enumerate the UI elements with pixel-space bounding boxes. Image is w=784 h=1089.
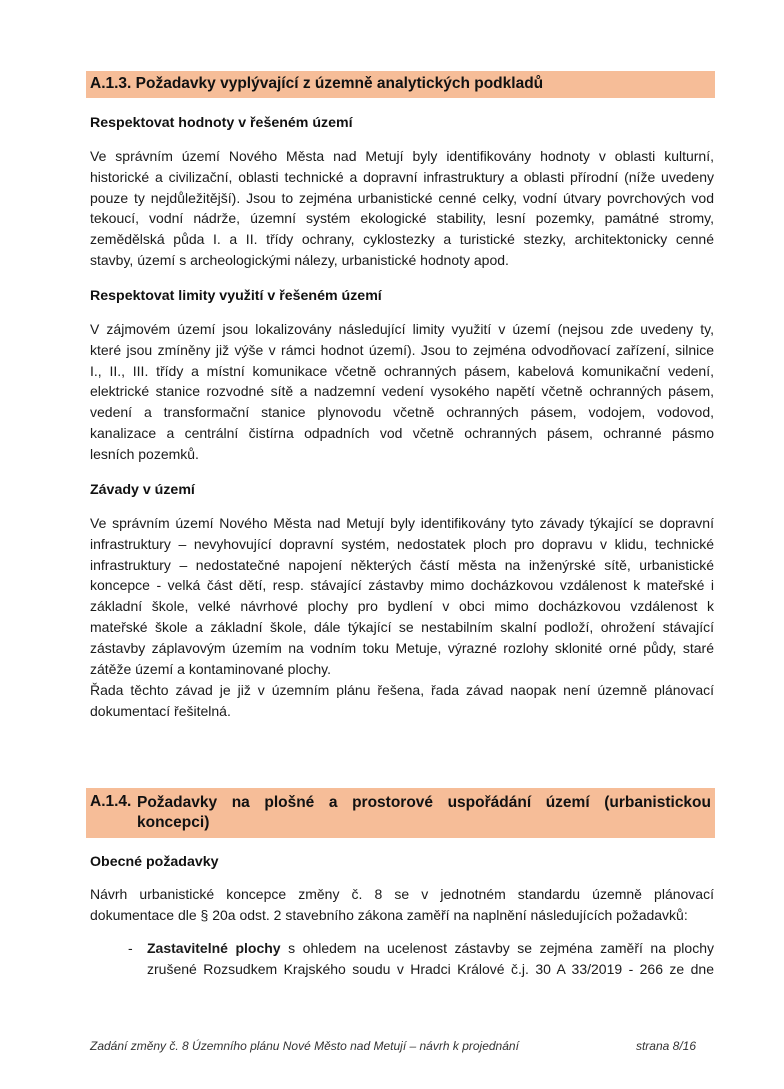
text-line: stavby, území s archeologickými nálezy, urbanistické hodnoty apod. <box>90 251 509 268</box>
text-line: pouze ty nejdůležitější). Jsou to zejména urbanistické cenné celky, vodní útvary povrchových vod <box>90 189 714 206</box>
subheading-obecne: Obecné požadavky <box>90 854 219 870</box>
text-line: dokumentace dle § 20a odst. 2 stavebního zákona zaměří na naplnění následujících požadavků: <box>90 906 688 923</box>
text-line: základní škole, velké návrhové plochy pro bydlení v obci mimo docházkovou vzdálenost k <box>90 598 714 615</box>
text-line: I., II., III. třídy a místní komunikace včetně ochranných pásem, kabelová komunikační vedení, <box>90 362 714 379</box>
text-line: zástavby záplavovým územím na vodním toku Metuje, výrazné rozlohy sklonité orné půdy, staré <box>90 639 714 656</box>
text-line: zrušené Rozsudkem Krajského soudu v Hradci Králové č.j. 30 A 33/2019 - 266 ze dne <box>147 960 714 977</box>
bullet-item <box>147 938 714 980</box>
section-heading-a14 <box>86 788 715 838</box>
text-line: zemědělská půda I. a II. třídy ochrany, cyklostezky a turistické stezky, architektonicky cenné <box>90 231 714 248</box>
text-line: tekoucí, vodní nádrže, územní systém ekologické stability, lesní pozemky, památné stromy, <box>90 210 714 227</box>
bullet-dash: - <box>128 940 133 956</box>
paragraph-hodnoty <box>90 146 714 271</box>
text-line: Ve správním území Nového Města nad Metují byly identifikovány hodnoty v oblasti kulturní, <box>90 148 714 164</box>
text-line: zátěže území a kontaminované plochy. <box>90 660 331 677</box>
subheading-zavady: Závady v území <box>90 482 195 498</box>
bullet-line-rest: s ohledem na ucelenost zástavby se zejména zaměří na plochy <box>280 940 714 956</box>
text-line: Řada těchto závad je již v územním plánu řešena, řada závad naopak není územně plánovací <box>90 682 714 698</box>
text-line: V zájmovém území jsou lokalizovány následující limity využití v území (nejsou zde uvedeny ty, <box>90 321 714 337</box>
bullet-bold-term: Zastavitelné plochy <box>147 940 281 956</box>
text-line: infrastruktury – nevyhovující dopravní systém, nedostatek ploch pro dopravu v klidu, technické <box>90 535 714 552</box>
subheading-limity: Respektovat limity využití v řešeném území <box>90 288 382 304</box>
text-line <box>147 938 714 959</box>
text-line: vedení a transformační stanice plynovodu včetně ochranných pásem, vodojem, vodovod, <box>90 404 714 421</box>
section-number: A.1.4. <box>90 793 132 810</box>
page-footer <box>90 1039 696 1053</box>
paragraph-obecne <box>90 884 714 926</box>
paragraph-zavady-2 <box>90 680 714 722</box>
heading-line: koncepci) <box>137 814 210 831</box>
text-line: historické a civilizační, oblasti technické a dopravní infrastruktury a oblasti přírodní (níže uvedeny <box>90 168 714 185</box>
text-line: dokumentací řešitelná. <box>90 702 231 719</box>
footer-document-title: Zadání změny č. 8 Územního plánu Nové Město nad Metují – návrh k projednání <box>90 1039 519 1053</box>
paragraph-limity <box>90 319 714 465</box>
text-line: kanalizace a centrální čistírna odpadních vod včetně ochranných pásem, ochranné pásmo <box>90 424 714 441</box>
section-heading-a14-text <box>137 793 711 833</box>
section-heading-a13 <box>86 71 715 98</box>
text-line: koncepce - velká část dětí, resp. stávající zástavby mimo docházkovou vzdálenost k mateřské i <box>90 577 714 594</box>
text-line: Návrh urbanistické koncepce změny č. 8 se v jednotném standardu územně plánovací <box>90 886 714 902</box>
paragraph-zavady <box>90 513 714 679</box>
section-heading-a13-text: A.1.3. Požadavky vyplývající z územně analytických podkladů <box>90 75 544 92</box>
footer-page-number: strana 8/16 <box>635 1039 696 1053</box>
text-line: elektrické stanice rozvodné sítě a nadzemní vedení vysokého napětí včetně ochranných pásem, <box>90 383 714 400</box>
subheading-hodnoty: Respektovat hodnoty v řešeném území <box>90 115 353 131</box>
text-line: mateřské škole a základní škole, dále týkající se nestabilním skalní podloží, ohrožení stávající <box>90 618 714 635</box>
text-line: které jsou zmíněny již výše v rámci hodnot území). Jsou to zejména odvodňovací zařízení, silnice <box>90 341 714 358</box>
text-line: Ve správním území Nového Města nad Metují byly identifikovány tyto závady týkající se dopravní <box>90 515 714 531</box>
heading-line: Požadavky na plošné a prostorové uspořádání území (urbanistickou <box>137 794 711 811</box>
text-line: lesních pozemků. <box>90 445 199 462</box>
text-line: infrastruktury – nedostatečné napojení některých částí města na inženýrské sítě, urbanistické <box>90 556 714 573</box>
